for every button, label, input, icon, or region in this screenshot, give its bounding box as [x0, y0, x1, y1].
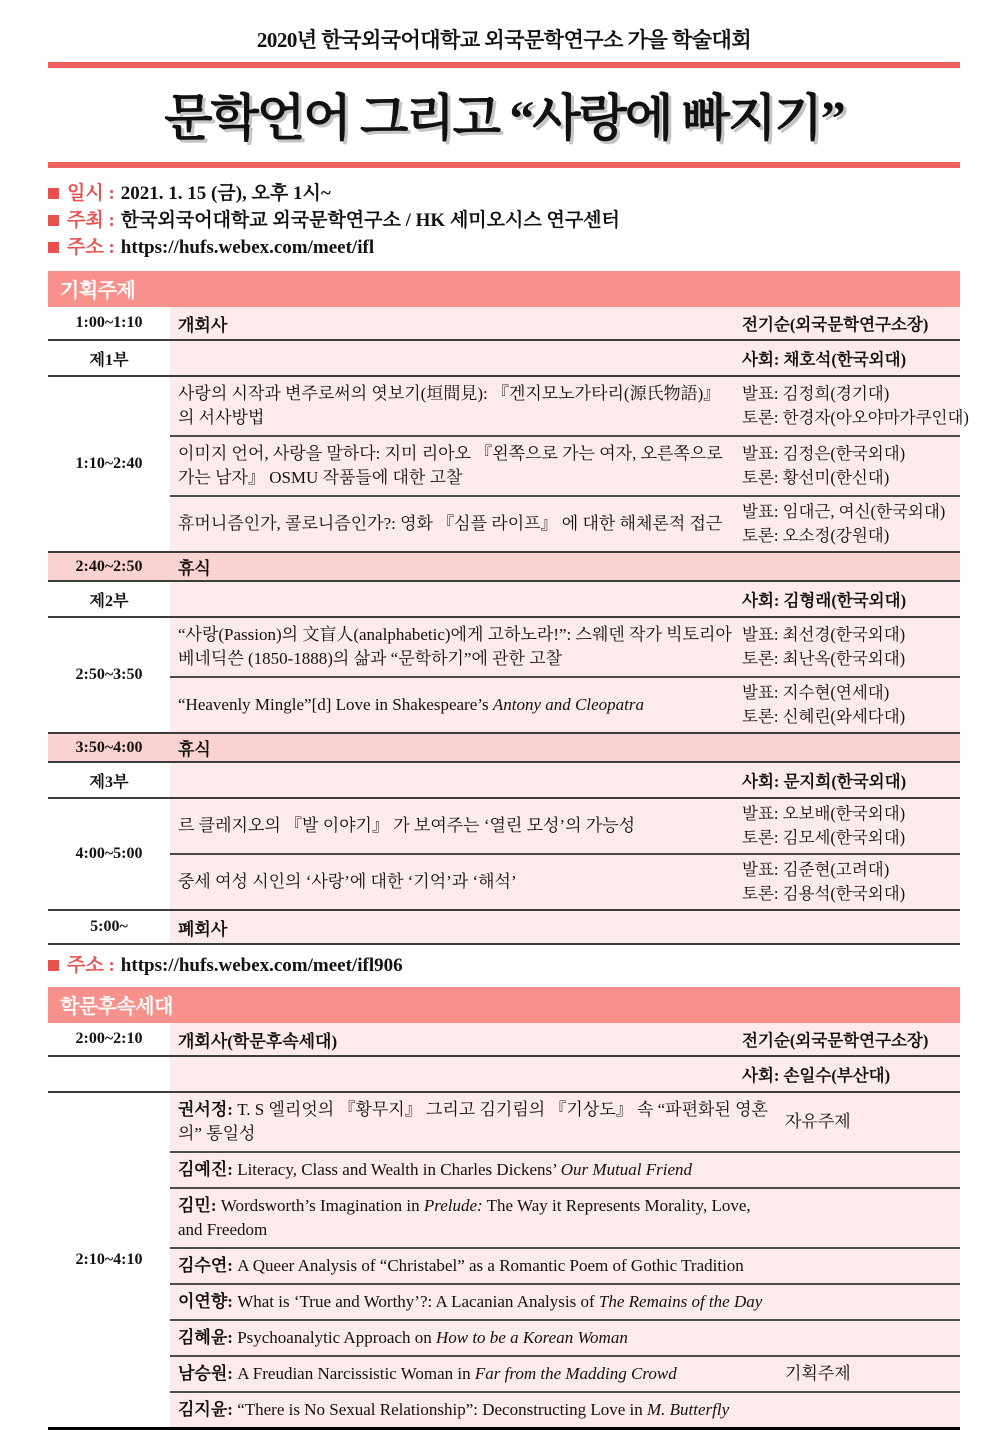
presentation-title-text [178, 1398, 775, 1422]
title-segment: Wordsworth’s Imagination in [220, 1196, 424, 1215]
empty-cell [785, 1189, 960, 1247]
title-segment: The Way it Represents Morality, Love, and Freedom [178, 1196, 751, 1239]
presenter-line: 발표: 김준현(고려대) [742, 860, 890, 879]
square-bullet-icon [48, 242, 59, 253]
title-segment: A Freudian Narcissistic Woman in [237, 1364, 475, 1383]
page-title: 문학언어 그리고 “사랑에 빠지기” [164, 90, 844, 146]
discussant-line: 토론: 황선미(한신대) [742, 468, 890, 487]
meeting-url-2: https://hufs.webex.com/meet/ifl906 [120, 955, 403, 976]
topic-tag: 자유주제 [785, 1112, 851, 1131]
break-label: 휴식 [178, 559, 211, 578]
time-cell: 1:00~1:10 [75, 314, 143, 331]
presentation-row [170, 1285, 960, 1321]
row-body [170, 1093, 960, 1427]
event-title: 개회사 [178, 315, 228, 335]
row-body [170, 763, 960, 797]
presentation-title [170, 1189, 785, 1247]
presentation-row [170, 678, 960, 732]
time-cell: 제3부 [89, 773, 129, 791]
moderator-text: 사회: 문지희(한국외대) [742, 772, 907, 791]
presenter-name: 김수연: [178, 1256, 238, 1275]
presenter-name: 이연향: [178, 1292, 238, 1311]
row-body [170, 1057, 960, 1091]
time-cell: 5:00~ [90, 918, 128, 935]
title-segment: 사랑의 시작과 변주로써의 엿보기(垣間見): 『겐지모노가타리(源氏物語)』 의 서사방법 [178, 384, 721, 427]
break-label: 휴식 [178, 740, 211, 759]
part-row-content [170, 582, 960, 616]
presentation-row [170, 855, 960, 909]
presentation-row [170, 437, 960, 497]
presentation-row [170, 1093, 960, 1153]
presentation-title-text [178, 1254, 775, 1278]
title-segment: Psychoanalytic Approach on [237, 1328, 436, 1347]
presenter-discussant [742, 377, 969, 435]
presentation-row [170, 1249, 960, 1285]
presentation-row [170, 1321, 960, 1357]
presentation-row [170, 799, 960, 855]
moderator-text: 사회: 김형래(한국외대) [742, 591, 907, 610]
info-line-host [48, 207, 960, 234]
info-line-date [48, 180, 960, 207]
presentation-title [170, 855, 742, 909]
presentation-title-text [178, 1158, 775, 1182]
discussant-line: 토론: 오소정(강원대) [742, 526, 890, 545]
time-cell: 2:50~3:50 [75, 666, 143, 683]
row-body [170, 911, 960, 943]
time-cell: 4:00~5:00 [75, 845, 143, 862]
presenter-discussant [742, 799, 960, 853]
table-row [48, 377, 969, 553]
time-cell: 제2부 [89, 592, 129, 610]
empty-cell [785, 1321, 960, 1355]
event-right-text: 전기순(외국문학연구소장) [742, 1031, 929, 1050]
presenter-line: 발표: 오보배(한국외대) [742, 804, 906, 823]
part-row-content [170, 763, 960, 797]
title-segment: T. S 엘리엇의 『황무지』 그리고 김기림의 『기상도』 속 “파편화된 영혼의” 통일성 [178, 1100, 768, 1143]
presenter-discussant [742, 618, 960, 676]
square-bullet-icon [48, 188, 59, 199]
time-cell: 제1부 [89, 351, 129, 369]
title-italic-segment: The Remains of the Day [598, 1292, 763, 1311]
presentation-title [170, 678, 742, 732]
row-body [170, 341, 960, 375]
table-row [48, 799, 960, 911]
row-body [170, 377, 969, 551]
discussant-line: 토론: 한경자(아오야마가쿠인대) [742, 408, 969, 427]
title-segment: “Heavenly Mingle”[d] Love in Shakespeare’s [178, 695, 493, 714]
presenter-line: 발표: 최선경(한국외대) [742, 625, 906, 644]
presentation-title-text [178, 1326, 775, 1350]
presentation-row [170, 1393, 960, 1427]
info-line-url [48, 234, 960, 261]
presentation-title [170, 377, 742, 435]
title-italic-segment: M. Butterfly [646, 1400, 730, 1419]
row-body [170, 582, 960, 616]
time-cell: 2:00~2:10 [75, 1030, 143, 1047]
discussant-line: 토론: 김모세(한국외대) [742, 828, 906, 847]
row-body [170, 799, 960, 909]
time-cell: 3:50~4:00 [75, 738, 143, 756]
info-value: 2021. 1. 15 (금), 오후 1시~ [120, 183, 331, 204]
info-label: 일시 : [67, 183, 115, 204]
presenter-name: 김민: [178, 1196, 221, 1215]
empty-cell [785, 1249, 960, 1283]
table-row [48, 307, 960, 341]
presenter-line: 발표: 임대근, 여신(한국외대) [742, 502, 946, 521]
table-row [48, 1023, 960, 1057]
title-italic-segment: Antony and Cleopatra [492, 695, 644, 714]
presentation-title-text [178, 1362, 775, 1386]
presentation-title [170, 1249, 785, 1283]
table-row [48, 911, 960, 945]
presentation-title-text [178, 1098, 775, 1146]
event-right-text: 전기순(외국문학연구소장) [742, 315, 929, 334]
meeting-url: https://hufs.webex.com/meet/ifl [120, 237, 375, 258]
presentation-row [170, 1189, 960, 1249]
conference-poster [0, 24, 1008, 1430]
presentation-title-text [178, 1194, 775, 1242]
presenter-discussant [742, 678, 960, 732]
title-segment: “There is No Sexual Relationship”: Deconstructing Love in [237, 1400, 647, 1419]
part-row-content [170, 1057, 960, 1091]
presentation-row [170, 377, 969, 437]
table-row [48, 341, 960, 377]
title-segment: A Queer Analysis of “Christabel” as a Romantic Poem of Gothic Tradition [237, 1256, 744, 1275]
presentation-row [170, 1357, 960, 1393]
table-row [48, 763, 960, 799]
section-header: 학문후속세대 [48, 987, 960, 1023]
title-segment: What is ‘True and Worthy’?: A Lacanian Analysis of [237, 1292, 599, 1311]
event-info [48, 180, 960, 261]
program-table-emerging-scholars [48, 987, 960, 1430]
presentation-title-text [178, 814, 732, 838]
table-row [48, 1057, 960, 1093]
presentation-title [170, 1393, 785, 1427]
table-row [48, 618, 960, 734]
info-label: 주소 : [67, 955, 115, 976]
row-body [170, 734, 960, 761]
presentation-title-text [178, 442, 732, 490]
presenter-line: 발표: 김정희(경기대) [742, 384, 890, 403]
presentation-title [170, 497, 742, 551]
presentation-title-text [178, 693, 732, 717]
presentation-title-text [178, 623, 732, 671]
presenter-name: 권서정: [178, 1100, 238, 1119]
table-row [48, 582, 960, 618]
presenter-name: 김지윤: [178, 1400, 238, 1419]
square-bullet-icon [48, 960, 59, 971]
presenter-line: 발표: 지수현(연세대) [742, 683, 890, 702]
time-cell [48, 1057, 170, 1091]
discussant-line: 토론: 최난옥(한국외대) [742, 649, 906, 668]
title-italic-segment: Prelude: [423, 1196, 483, 1215]
discussant-line: 토론: 신혜린(와세다대) [742, 707, 906, 726]
presenter-discussant [742, 855, 960, 909]
square-bullet-icon [48, 215, 59, 226]
presentation-title-text [178, 382, 732, 430]
presentation-title [170, 1321, 785, 1355]
time-cell: 2:40~2:50 [75, 557, 143, 575]
presenter-line: 발표: 김정은(한국외대) [742, 444, 906, 463]
title-segment: Literacy, Class and Wealth in Charles Dickens’ [237, 1160, 561, 1179]
presentation-title [170, 1153, 785, 1187]
table-row [48, 734, 960, 763]
event-title: 폐회사 [178, 919, 228, 939]
time-cell: 2:10~4:10 [75, 1251, 143, 1268]
info-label: 주소 : [67, 237, 115, 258]
event-title: 개회사(학문후속세대) [178, 1031, 338, 1051]
presentation-title [170, 799, 742, 853]
moderator-text: 사회: 채호석(한국외대) [742, 350, 907, 369]
empty-cell [785, 1393, 960, 1427]
moderator-text: 사회: 손일수(부산대) [742, 1066, 891, 1085]
presentation-title [170, 1093, 785, 1151]
presenter-name: 김예진: [178, 1160, 238, 1179]
presentation-title-text [178, 512, 732, 536]
table-row [48, 1093, 960, 1430]
program-table-planned-topics [48, 271, 969, 945]
row-body [170, 618, 960, 732]
discussant-line: 토론: 김용석(한국외대) [742, 884, 906, 903]
row-body [170, 307, 960, 339]
presenter-discussant [742, 497, 960, 551]
event-row-content [170, 307, 960, 339]
presentation-title [170, 618, 742, 676]
title-segment: 휴머니즘인가, 콜로니즘인가?: 영화 『심플 라이프』 에 대한 해체론적 접근 [178, 514, 723, 533]
presentation-title [170, 1357, 785, 1391]
title-segment: 르 클레지오의 『발 이야기』 가 보여주는 ‘열린 모성’의 가능성 [178, 816, 636, 835]
presentation-title-text [178, 1290, 775, 1314]
empty-cell [785, 1153, 960, 1187]
empty-cell [785, 1285, 960, 1319]
row-body [170, 553, 960, 580]
title-segment: 이미지 언어, 사랑을 말하다: 지미 리아오 『왼쪽으로 가는 여자, 오른쪽으로 가는 남자』 OSMU 작품들에 대한 고찰 [178, 444, 723, 487]
presenter-discussant [742, 437, 960, 495]
row-body [170, 1023, 960, 1055]
section-header: 기획주제 [48, 271, 960, 307]
part-row-content [170, 341, 960, 375]
title-segment: “사랑(Passion)의 文盲人(analphabetic)에게 고하노라!”: 스웨덴 작가 빅토리아 베네딕쓴 (1850-1888)의 삶과 “문학하기”에 관한 고찰 [178, 625, 732, 668]
event-row-content [170, 1023, 960, 1055]
presenter-name: 김혜윤: [178, 1328, 238, 1347]
topic-tag: 기획주제 [785, 1364, 851, 1383]
double-rule-bottom [48, 162, 960, 168]
double-rule-top [48, 62, 960, 68]
info-value: 한국외국어대학교 외국문학연구소 / HK 세미오시스 연구센터 [120, 210, 620, 231]
table-row [48, 553, 960, 582]
conference-name: 2020년 한국외국어대학교 외국문학연구소 가을 학술대회 [256, 28, 752, 52]
title-segment: 중세 여성 시인의 ‘사랑’에 대한 ‘기억’과 ‘해석’ [178, 872, 517, 891]
event-row-content [170, 911, 960, 943]
presentation-title [170, 1285, 785, 1319]
info-line-url-2 [48, 952, 960, 979]
title-italic-segment: Our Mutual Friend [560, 1160, 693, 1179]
presentation-row [170, 618, 960, 678]
presentation-title-text [178, 870, 732, 894]
info-label: 주최 : [67, 210, 115, 231]
time-cell: 1:10~2:40 [75, 455, 143, 472]
title-italic-segment: Far from the Madding Crowd [474, 1364, 677, 1383]
presentation-title [170, 437, 742, 495]
title-italic-segment: How to be a Korean Woman [435, 1328, 628, 1347]
presentation-row [170, 1153, 960, 1189]
presentation-row [170, 497, 960, 551]
presenter-name: 남승원: [178, 1364, 238, 1383]
